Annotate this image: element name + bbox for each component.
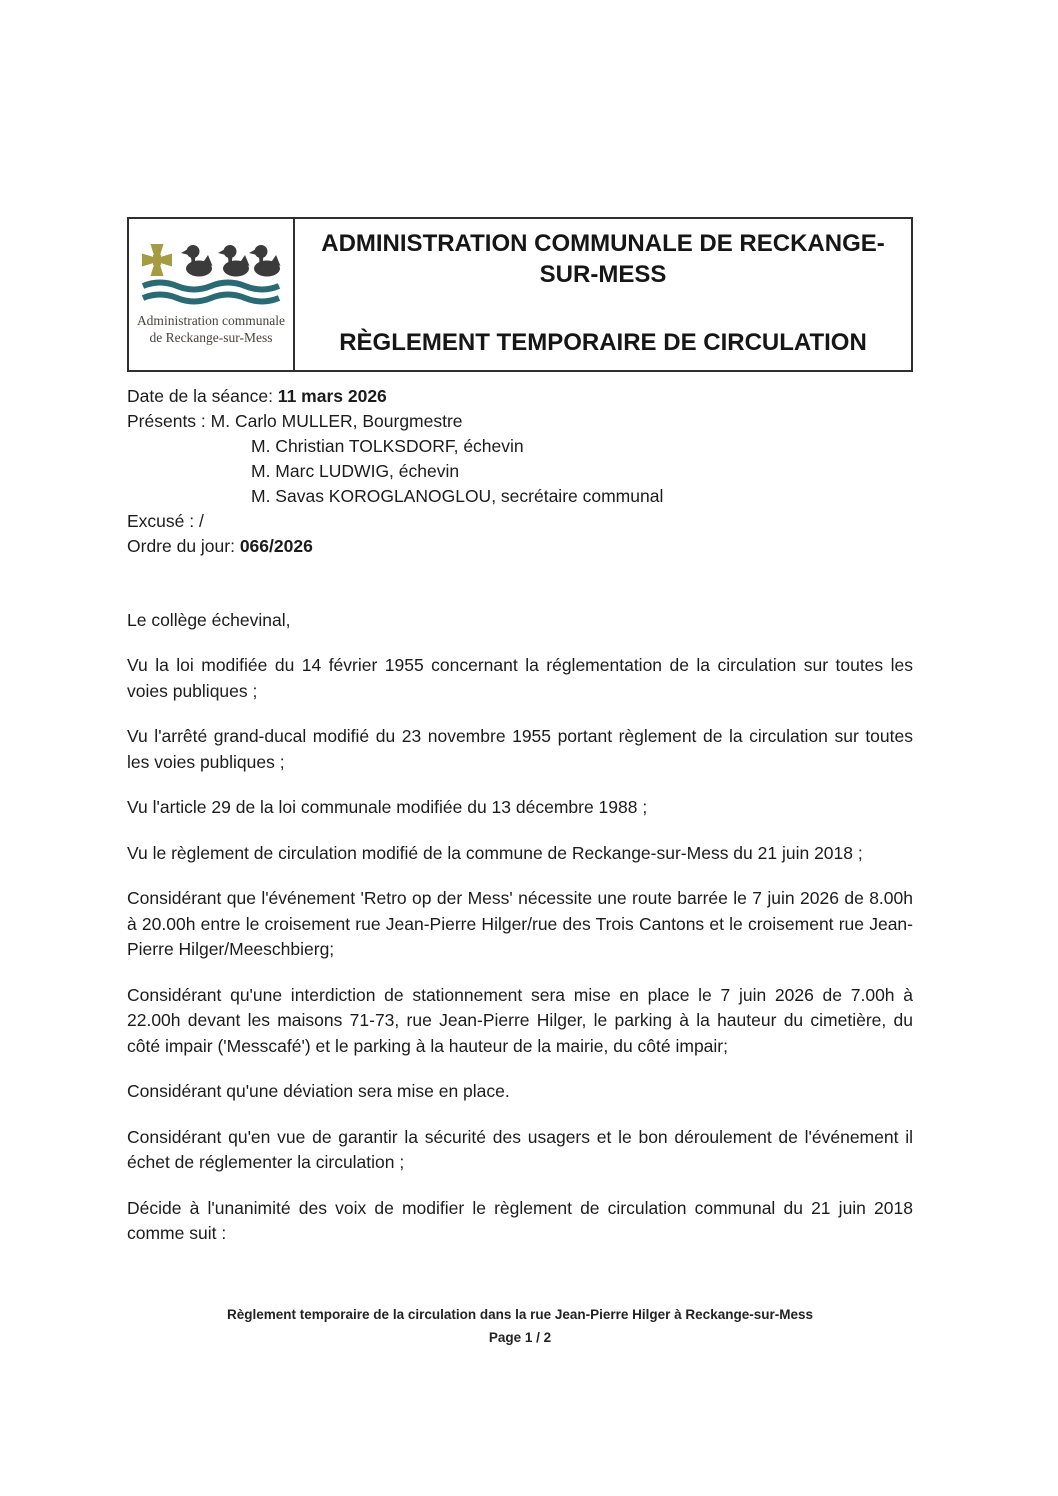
presents-label: Présents :	[127, 411, 211, 431]
document-header	[127, 217, 913, 372]
present-person: M. Carlo MULLER, Bourgmestre	[210, 411, 463, 431]
agenda-line	[127, 534, 913, 559]
document-subtitle: RÈGLEMENT TEMPORAIRE DE CIRCULATION	[339, 329, 867, 356]
body-paragraph: Considérant qu'une interdiction de stationnement sera mise en place le 7 juin 2026 de 7.00h à 22.00h devant les maisons 71-73, rue Jean-Pierre Hilger, le parking à la hauteur du cimetière, du côté impair ('Messcafé') et le parking à la hauteur de la mairie, du côté impair;	[127, 984, 913, 1056]
ducks-icon	[181, 245, 281, 277]
cross-and-ducks-icon	[141, 243, 281, 277]
session-meta	[127, 384, 913, 559]
document-page	[127, 217, 913, 1247]
footer-title: Règlement temporaire de la circulation dans la rue Jean-Pierre Hilger à Reckange-sur-Mess	[227, 1307, 813, 1322]
waves-icon	[141, 279, 281, 306]
present-person: M. Savas KOROGLANOGLOU, secrétaire communal	[251, 486, 664, 506]
body-paragraph: Vu la loi modifiée du 14 février 1955 concernant la réglementation de la circulation sur toutes les voies publiques ;	[127, 655, 913, 701]
excuse-line: Excusé : /	[127, 511, 204, 531]
salutation: Le collège échevinal,	[127, 610, 291, 630]
header-title-cell	[295, 219, 911, 370]
body-paragraph: Considérant qu'une déviation sera mise en place.	[127, 1081, 510, 1101]
logo-caption-line1: Administration communale	[136, 313, 286, 328]
body-paragraph: Considérant que l'événement 'Retro op der Mess' nécessite une route barrée le 7 juin 2026 de 8.00h à 20.00h entre le croisement rue Jean-Pierre Hilger/rue des Trois Cantons et le croisement rue Jean-Pierre Hilger/Meeschbierg;	[127, 888, 913, 959]
body-paragraph: Considérant qu'en vue de garantir la sécurité des usagers et le bon déroulement de l'événement il échet de réglementer la circulation ;	[127, 1126, 913, 1172]
cross-icon	[142, 244, 172, 276]
crest-icons-row	[141, 243, 281, 277]
agenda-number: 066/2026	[239, 536, 313, 556]
present-person: M. Christian TOLKSDORF, échevin	[251, 436, 524, 456]
body-paragraph: Vu l'article 29 de la loi communale modifiée du 13 décembre 1988 ;	[127, 797, 648, 817]
body-paragraph: Vu l'arrêté grand-ducal modifié du 23 novembre 1955 portant règlement de la circulation sur toutes les voies publiques ;	[127, 726, 913, 772]
logo-caption-line2: de Reckange-sur-Mess	[149, 330, 273, 345]
page-footer	[127, 1303, 913, 1349]
body-paragraph: Vu le règlement de circulation modifié de la commune de Reckange-sur-Mess du 21 juin 2018 ;	[127, 842, 863, 863]
agenda-label: Ordre du jour:	[127, 536, 240, 556]
page-number: Page 1 / 2	[488, 1330, 552, 1345]
document-title: ADMINISTRATION COMMUNALE DE RECKANGE-SUR-MESS	[321, 230, 885, 288]
logo-caption	[137, 312, 285, 346]
waves-row	[141, 279, 281, 306]
session-date-label: Date de la séance:	[127, 386, 278, 406]
commune-crest-logo	[129, 219, 295, 370]
session-date-line	[127, 384, 913, 409]
presents-line	[127, 409, 913, 434]
present-person: M. Marc LUDWIG, échevin	[251, 461, 460, 481]
session-date-value: 11 mars 2026	[277, 386, 387, 406]
body-paragraph: Décide à l'unanimité des voix de modifier le règlement de circulation communal du 21 juin 2018 comme suit :	[127, 1197, 913, 1243]
